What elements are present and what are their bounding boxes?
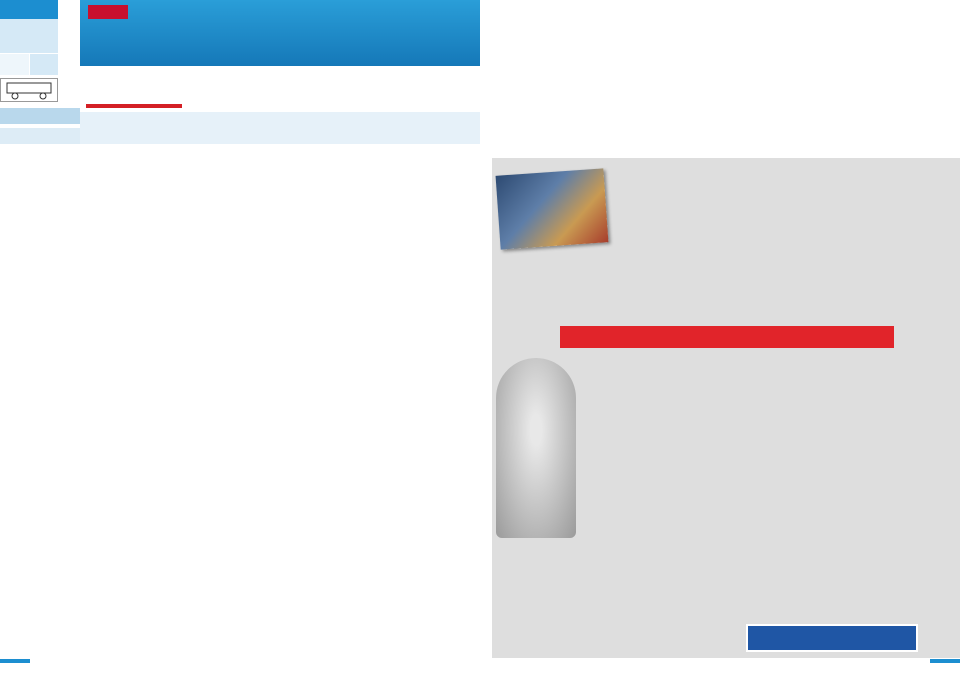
motorhalland-logo — [746, 624, 918, 652]
magazine-image — [496, 168, 609, 249]
start-car-icon — [0, 78, 58, 102]
trio-banner — [80, 0, 480, 66]
bankod-box — [29, 53, 58, 75]
logo-underline — [86, 104, 182, 108]
page-marker-right — [930, 659, 960, 663]
tvilling-label — [0, 128, 80, 144]
trophy-image — [496, 358, 576, 538]
distance-scale — [80, 112, 480, 144]
start-box — [0, 53, 29, 75]
right-page — [492, 0, 960, 679]
atg-logo — [88, 5, 128, 19]
lopp-number — [0, 19, 58, 53]
winners-banner — [560, 326, 894, 348]
page-marker — [0, 659, 30, 663]
odds-label — [0, 108, 80, 124]
lopp-label — [0, 0, 58, 19]
travronden-ad — [492, 158, 960, 658]
race-header — [0, 0, 480, 148]
travronden-logo — [84, 72, 180, 104]
